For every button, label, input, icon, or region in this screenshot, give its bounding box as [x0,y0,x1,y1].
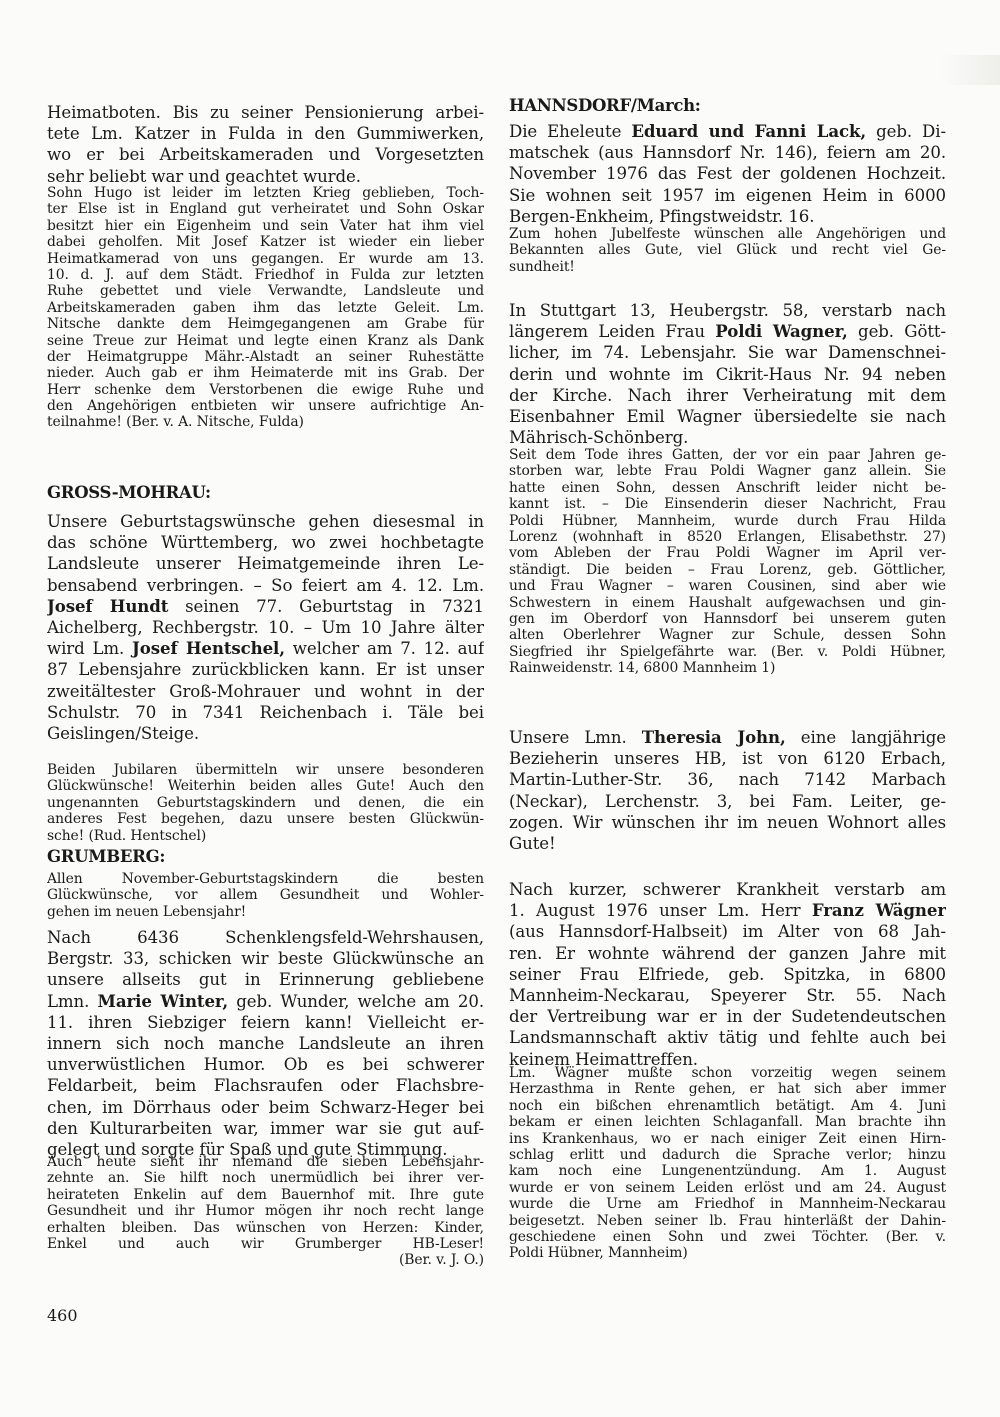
text-line: Allen November-Geburtstagskindern die besten [47,871,484,887]
text-line: gehen im neuen Lebensjahr! [47,903,247,920]
section-heading [47,846,484,867]
text-line: Beiden Jubilaren übermitteln wir unsere besonderen [47,762,484,778]
section-heading [47,482,484,503]
article-note [509,1065,946,1262]
text-line: Siegfried ihr Spielgefährte war. (Ber. v. Poldi Hübner, [509,643,946,660]
text-line: (Neckar), Lerchenstr. 3, bei Fam. Leiter, ge- [509,791,946,811]
text-line: November 1976 das Fest der goldenen Hochzeit. [509,164,946,184]
text-line: Enkel und auch wir Grumberger HB-Leser! [47,1235,484,1252]
text-line: Rainweidenstr. 14, 6800 Mannheim 1) [509,660,776,677]
text-line: Mährisch-Schönberg. [509,428,689,448]
text-line: Bezieherin unseres HB, ist von 6120 Erbach, [509,749,946,769]
text-line: gelegt und sorgte für Spaß und gute Stimmung. [47,1139,448,1159]
text-line: Sohn Hugo ist leider im letzten Krieg geblieben, Toch- [47,185,484,201]
article-paragraph [509,727,946,854]
text-line: Eisenbahner Emil Wagner übersiedelte sie nach [509,406,946,426]
text-line: Heimatkamerad von uns gegangen. Er wurde am 13. [47,250,484,267]
text-line: erhalten bleiben. Das wünschen von Herzen: Kinder, [47,1219,484,1236]
article-paragraph [509,879,946,1070]
text-line: Unsere Lmn. Theresia John, eine langjährige [509,727,946,747]
text-line: zehnte an. Sie hilft noch unermüdlich bei ihrer ver- [47,1170,484,1187]
text-line: seine Treue zur Heimat und legte einen Kranz als Dank [47,332,484,349]
text-line: gen im Oberdorf von Hannsdorf bei unserem guten [509,610,946,627]
text-line: Glückwünsche! Weiterhin beiden alles Gute! Auch den [47,778,484,795]
text-line: Landsmannschaft aktiv tätig und fehlte auch bei [509,1028,946,1048]
text-line: ins Krankenhaus, wo er nach einiger Zeit einen Hirn- [509,1130,946,1147]
text-line: heirateten Enkelin auf dem Bauernhof mit. Ihre gute [47,1186,484,1203]
article-paragraph [509,121,946,227]
text-line: matschek (aus Hannsdorf Nr. 146), feiern am 20. [509,143,946,163]
text-line: Bergen-Enkheim, Pfingstweidstr. 16. [509,206,815,226]
text-line: Lmn. Marie Winter, geb. Wunder, welche am 20. [47,990,484,1011]
text-line: keinem Heimattreffen. [509,1049,698,1069]
text-line: wurde die Urne am Friedhof in Mannheim-Neckarau [509,1196,946,1213]
text-line: Unsere Geburtstagswünsche gehen diesesmal in [47,512,484,531]
article-note [47,1154,484,1269]
text-line: Arbeitskameraden gaben ihm das letzte Geleit. Lm. [47,299,484,316]
person-name: Theresia John, [641,727,786,747]
person-name: Poldi Wagner, [715,321,848,342]
article-note [47,762,484,844]
text-line: Feldarbeit, beim Flachsraufen oder Flachsbre- [47,1076,484,1096]
text-line: besitzt hier ein Eigenheim und sein Vater hat ihm viel [47,217,484,234]
article-paragraph [47,511,484,744]
scan-edge-shadow [940,55,1000,85]
text-line: und Frau Wagner – waren Cousinen, sind aber wie [509,578,946,595]
text-line: den Kulturarbeiten war, immer war sie gut auf- [47,1118,484,1138]
text-line: chen, im Dörrhaus oder beim Schwarz-Heger bei [47,1097,484,1117]
text-line: kannt ist. – Die Einsenderin dieser Nachricht, Frau [509,496,946,513]
article-paragraph [509,300,946,448]
text-line: derin und wohnte im Cikrit-Haus Nr. 94 neben [509,364,946,384]
text-line: Nach kurzer, schwerer Krankheit verstarb am [509,880,946,899]
text-line: Seit dem Tode ihres Gatten, der vor ein paar Jahren ge- [509,447,946,463]
text-line: In Stuttgart 13, Heubergstr. 58, verstarb nach [509,301,946,320]
person-name: Franz Wägner [811,900,946,921]
text-line: alten Oberlehrer Wagner zur Schule, dessen Sohn [509,627,946,644]
article-paragraph [47,102,484,187]
text-line: geschiedene einen Sohn und zwei Töchter. (Ber. v. [509,1228,946,1245]
text-line: sche! (Rud. Hentschel) [47,827,207,844]
text-line: Glückwünsche, vor allem Gesundheit und Wohler- [47,887,484,904]
text-line: Bekannten alles Gute, viel Glück und recht viel Ge- [509,242,946,259]
text-line: (Ber. v. J. O.) [398,1252,484,1269]
person-name: Josef Hundt [47,595,169,616]
text-line: Poldi Hübner, Mannheim) [509,1245,688,1262]
text-line: tete Lm. Katzer in Fulda in den Gummiwerken, [47,124,484,144]
text-line: Heimatboten. Bis zu seiner Pensionierung arbei- [47,103,484,122]
text-line: ständigt. Die beiden – Frau Lorenz, geb. Göttlicher, [509,561,946,578]
text-line: Nitsche dankte dem Heimgegangenen am Grabe für [47,316,484,333]
text-line: wird Lm. Josef Hentschel, welcher am 7. 12. auf [47,638,484,659]
text-line: unsere allseits gut in Erinnerung gebliebene [47,970,484,990]
text-line: Aichelberg, Rechbergstr. 10. – Um 10 Jahre älter [47,617,484,637]
article-paragraph [47,927,484,1160]
text-line: beigesetzt. Neben seiner lb. Frau hinterläßt der Dahin- [509,1212,946,1229]
text-line: 10. d. J. auf dem Städt. Friedhof in Fulda zur letzten [47,266,484,283]
person-name: Josef Hentschel, [132,638,285,659]
text-line: zweitältester Groß-Mohrauer und wohnt in der [47,681,484,701]
text-line: innern sich noch manche Landsleute an ihren [47,1033,484,1053]
text-line: teilnahme! (Ber. v. A. Nitsche, Fulda) [47,414,304,431]
text-line: sehr beliebt war und geachtet wurde. [47,166,361,186]
text-line: HANNSDORF/March: [509,96,701,115]
text-line: Schwestern in einem Haushalt aufgewachsen und gin- [509,594,946,611]
text-line: ter Else ist in England gut verheiratet und Sohn Oskar [47,201,484,218]
text-line: storben war, lebte Frau Poldi Wagner ganz allein. Sie [509,463,946,480]
text-line: dabei geholfen. Mit Josef Katzer ist wieder ein lieber [47,234,484,251]
text-line: der Kirche. Nach ihrer Verheiratung mit dem [509,385,946,405]
text-line: nieder. Auch gab er ihm Heimaterde mit ins Grab. Der [47,365,484,382]
text-line: wo er bei Arbeitskameraden und Vorgesetzten [47,145,484,165]
text-line: anderes Fest begehen, dazu unsere besten Glückwün- [47,811,484,828]
article-note [47,185,484,431]
text-line: Landsleute unserer Heimatgemeinde ihren Le- [47,554,484,574]
text-line: GROSS-MOHRAU: [47,483,211,502]
text-line: Nach 6436 Schenklengsfeld-Wehrshausen, [47,928,484,947]
text-line: längerem Leiden Frau Poldi Wagner, geb. Gött- [509,321,946,342]
text-line: Poldi Hübner, Mannheim, wurde durch Frau Hilda [509,512,946,529]
text-line: Lm. Wägner mußte schon vorzeitig wegen seinem [509,1065,946,1081]
text-line: Mannheim-Neckarau, Speyerer Str. 55. Nach [509,985,946,1005]
text-line: Ruhe gebettet und viele Verwandte, Landsleute und [47,283,484,300]
text-line: Bergstr. 33, schicken wir beste Glückwünsche an [47,949,484,969]
text-line: GRUMBERG: [47,847,166,866]
text-line: licher, im 74. Lebensjahr. Sie war Damenschnei- [509,343,946,363]
text-line: Gesundheit und ihr Humor mögen ihr noch recht lange [47,1203,484,1220]
text-line: Martin-Luther-Str. 36, nach 7142 Marbach [509,770,946,790]
text-line: Josef Hundt seinen 77. Geburtstag in 7321 [47,595,484,616]
text-line: vom Ableben der Frau Poldi Wagner im April ver- [509,545,946,562]
article-note [47,871,484,920]
text-line: hatte einen Sohn, dessen Anschrift leider nicht be- [509,479,946,496]
text-line: Schulstr. 70 in 7341 Reichenbach i. Täle bei [47,702,484,722]
text-line: den Angehörigen entbieten wir unsere aufrichtige An- [47,398,484,415]
page-number: 460 [47,1306,78,1325]
text-line: 1. August 1976 unser Lm. Herr Franz Wägner [509,900,946,921]
text-line: wurde er von seinem Leiden erlöst und am 24. August [509,1179,946,1196]
text-line: kam noch eine Lungenentzündung. Am 1. August [509,1163,946,1180]
text-line: noch ein bißchen ehrenamtlich betätigt. Am 4. Juni [509,1097,946,1114]
text-line: bensabend verbringen. – So feiert am 4. 12. Lm. [47,575,484,595]
person-name: Marie Winter, [97,990,229,1011]
text-line: bekam er einen leichten Schlaganfall. Man brachte ihn [509,1114,946,1131]
text-line: ungenannten Geburtstagskindern und denen, die ein [47,794,484,811]
article-note [509,447,946,676]
text-line: der Heimatgruppe Mähr.-Alstadt an seiner Ruhestätte [47,348,484,365]
text-line: Auch heute sieht ihr niemand die sieben Lebensjahr- [47,1154,484,1170]
text-line: Sie wohnen seit 1957 im eigenen Heim in 6000 [509,185,946,205]
text-line: Lorenz (wohnhaft in 8520 Erlangen, Elisabethstr. 27) [509,528,946,545]
text-line: Gute! [509,833,556,853]
text-line: ren. Er wohnte während der ganzen Jahre mit [509,943,946,963]
text-line: Geislingen/Steige. [47,723,200,743]
text-line: der Vertreibung war er in der Sudetendeutschen [509,1007,946,1027]
article-note [509,226,946,275]
text-line: sundheit! [509,258,575,275]
text-line: unverwüstlichen Humor. Ob es bei schwerer [47,1055,484,1075]
text-line: 11. ihren Siebziger feiern kann! Vielleicht er- [47,1012,484,1032]
text-line: seiner Frau Elfriede, geb. Spitzka, in 6800 [509,964,946,984]
text-line: 87 Lebensjahre zurückblicken kann. Er ist unser [47,660,484,680]
person-name: Eduard und Fanni Lack, [631,121,867,141]
text-line: Zum hohen Jubelfeste wünschen alle Angehörigen und [509,226,946,242]
section-heading [509,95,946,116]
text-line: schlag erlitt und dadurch die Sprache verlor; hinzu [509,1146,946,1163]
text-line: zogen. Wir wünschen ihr im neuen Wohnort alles [509,812,946,832]
text-line: Herzasthma in Rente gehen, er hat sich aber immer [509,1081,946,1098]
text-line: das schöne Württemberg, wo zwei hochbetagte [47,533,484,553]
text-line: (aus Hannsdorf-Halbseit) im Alter von 68 Jah- [509,922,946,942]
text-line: Die Eheleute Eduard und Fanni Lack, geb. Di- [509,121,946,141]
text-line: Herr schenke dem Verstorbenen die ewige Ruhe und [47,381,484,398]
